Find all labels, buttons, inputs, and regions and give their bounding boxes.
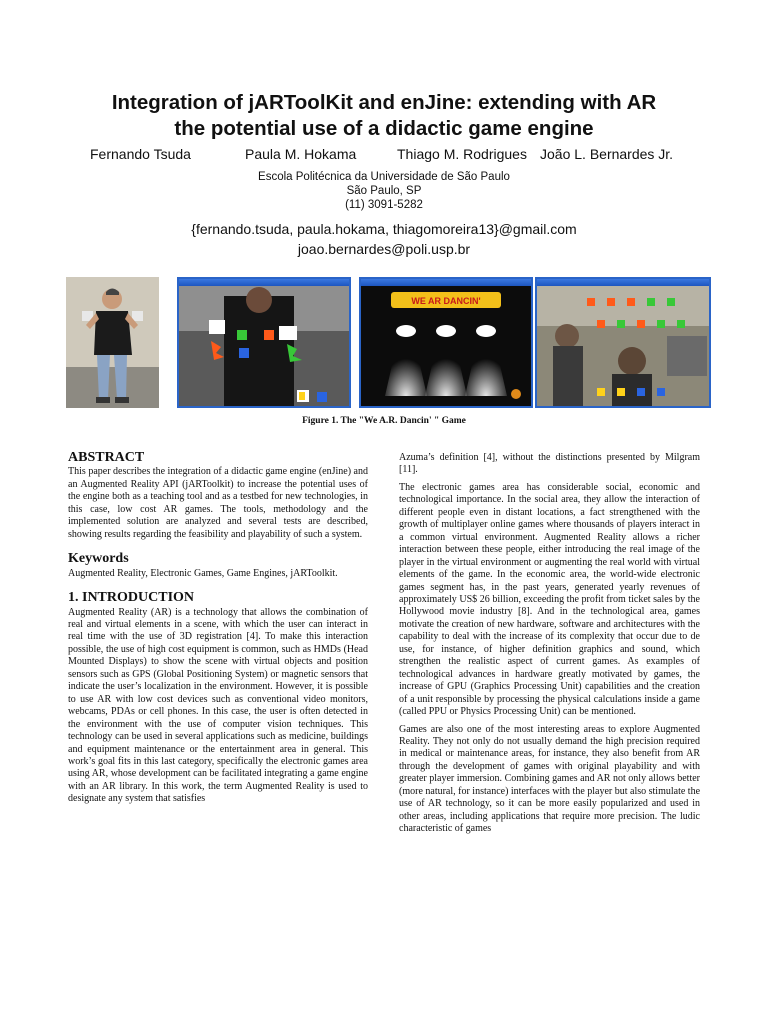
keywords-heading: Keywords — [68, 551, 129, 567]
left-column — [68, 452, 368, 811]
keywords-text: Augmented Reality, Electronic Games, Game Engines, jARToolkit. — [68, 567, 338, 579]
introduction-text: Augmented Reality (AR) is a technology that allows the combination of real and virtual elements in a scene, with which the user can interact in real time with the use of 3D registration [4]. To make this interaction possible, the use of high cost equipment is common, such as HMDs (Head Mounted Displays) to show the scene with virtual objects and position sensors such as GPS (Global Positioning System) or magnetic sensors that indicate the user’s localization in the environment. However, it is possible to use AR with low cost devices such as conventional video monitors, webcams, PDAs or cell phones. In this case, the user is often detected in the environment with the use of computer vision techniques. This technology can be used in several applications such as medicine, buildings and equipment maintenance or the entertainment area in general. This work’s goal fits in this last category, specifically the electronic games area using AR, whose development can be facilitated integrating a game engine with an AR library. In this work, the term Augmented Reality is used to designate any system that satisfies — [68, 606, 368, 805]
title-line-2: the potential use of a didactic game engine — [174, 117, 594, 140]
email-line: joao.bernardes@poli.usp.br — [297, 241, 471, 257]
abstract-text: This paper describes the integration of a didactic game engine (enJine) and an Augmented Reality API (jARToolkit) to increase the potential uses of the engine both as a teaching tool and as a testbed for new technologies, in this case, low cost AR games. The tools, methodology and the implemented solution are analyzed and several tests are described, showing results regarding the feasibility and playability of such a system. — [68, 466, 368, 540]
figure-1 — [66, 277, 712, 408]
abstract-heading: ABSTRACT — [68, 450, 145, 465]
affiliation-phone: (11) 3091-5282 — [345, 199, 423, 211]
email-line: {fernando.tsuda, paula.hokama, thiagomoreira13}@gmail.com — [191, 221, 577, 237]
introduction-heading: 1. INTRODUCTION — [68, 590, 195, 606]
affiliation-institution: Escola Politécnica da Universidade de São Paulo — [258, 171, 510, 183]
player-photo — [66, 277, 159, 408]
author-name: Thiago M. Rodrigues — [397, 146, 527, 162]
affiliation-city: São Paulo, SP — [346, 185, 422, 197]
body-paragraph: Azuma’s definition [4], without the distinctions presented by Milgram [11]. — [399, 452, 700, 476]
game-logo-text: WE AR DANCIN' — [411, 296, 481, 306]
game-screenshot-players — [535, 277, 711, 408]
author-emails — [0, 219, 768, 259]
figure-caption: Figure 1. The "We A.R. Dancin' " Game — [302, 416, 466, 426]
body-paragraph: Games are also one of the most interesting areas to explore Augmented Reality. They not only do not usually demand the high precision required in medical or maintenance areas, for instance, they also benefit from AR through the development of games with original playability and with greater player immersion. Combining games and AR not only allows better (more natural, for instance) interfaces with the player but also stimulate the use of AR technology, so it can be more easily popularized and used in other areas, including applications that require more precision. The ludic characteristic of games — [399, 723, 701, 835]
game-screenshot-title — [359, 277, 533, 408]
affiliation — [0, 170, 768, 212]
body-paragraph: The electronic games area has considerable social, economic and technological importance. In the social area, they allow the interaction of different people even in distant locations, a fact strengthened with the growth of multiplayer online games where thousands of players interact in a common virtual environment. Augmented Reality allows a richer interaction between these people, either introducing the real image of the player in the virtual environment or augmenting the real world with virtual elements of the game. In the economic area, the world-wide electronic games segment has, in the past years, generated yearly revenues of approximately US$ 26 billion, exceeding the profit from ticket sales by the Hollywood movie industry [8]. And in the technological area, games motivate the creation of new hardware, software and architectures with the capability to deal with the increase of its complexity that occur due to de use, for instance, of higher definition graphics and sound, which strengthen the realistic aspect of current games. As examples of technological advances in hardware greatly motivated by games, the increase of GPU (Graphics Processing Unit) capabilities and the creation of a unit responsible by processing the physical calculations inside a game (called PPU or Physics Processing Unit) can be mentioned. — [399, 481, 700, 718]
author-name: Fernando Tsuda — [90, 146, 191, 162]
author-name: João L. Bernardes Jr. — [540, 146, 674, 162]
right-column — [399, 452, 700, 841]
paper-title — [0, 90, 768, 142]
author-name: Paula M. Hokama — [245, 146, 357, 162]
title-line-1: Integration of jARToolKit and enJine: extending with AR — [111, 91, 657, 114]
game-screenshot-webcam — [177, 277, 351, 408]
